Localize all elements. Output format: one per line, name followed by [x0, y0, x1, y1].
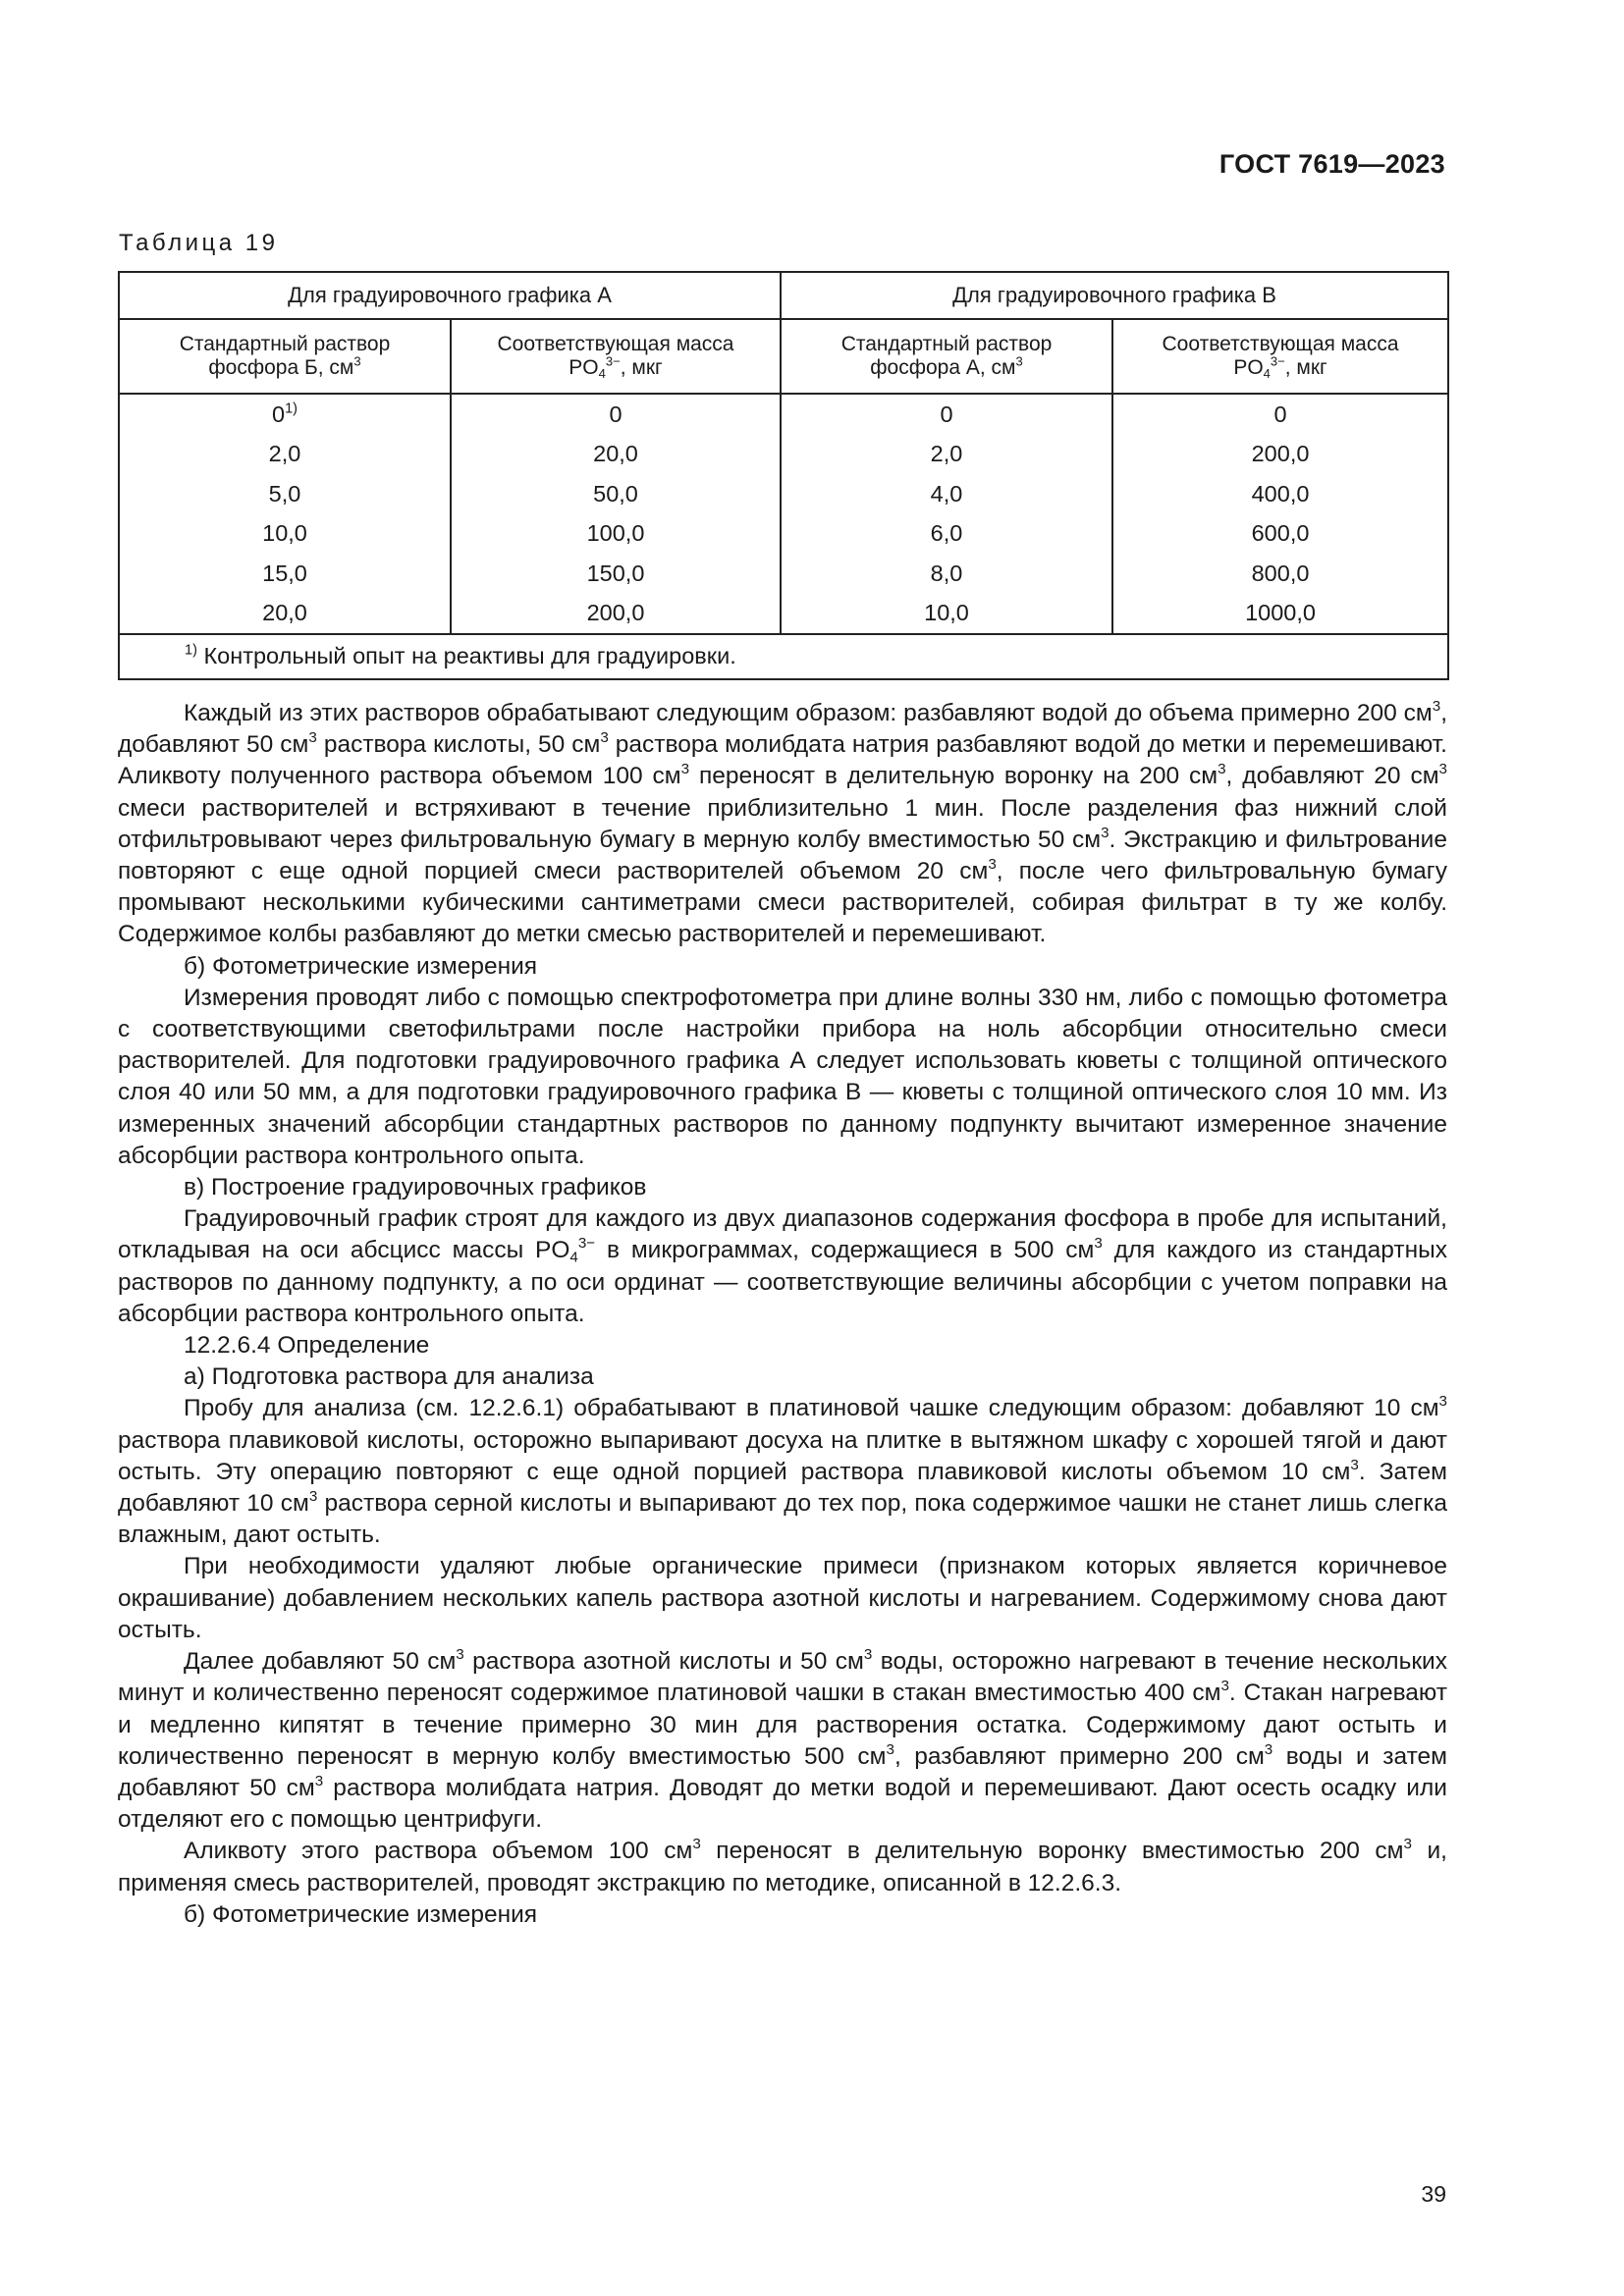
- table-cell: [119, 594, 451, 635]
- page-number: 39: [1421, 2181, 1446, 2207]
- text-run: раствора кислоты, 50 см: [316, 731, 601, 759]
- cell-value: 6,0: [930, 520, 963, 547]
- cell-value: 0: [271, 400, 286, 427]
- text-run: Каждый из этих растворов обрабатывают следующим образом: разбавляют водой до объема примерно 200 см: [184, 700, 1433, 726]
- paragraph: [118, 1172, 1447, 1203]
- text-run: переносят в делительную воронку вместимостью 200 см: [700, 1838, 1404, 1865]
- text-run: Пробу для анализа (см. 12.2.6.1) обрабатывают в платиновой чашке следующим образом: добавляют 10 см: [184, 1395, 1439, 1422]
- table-cell: [781, 594, 1112, 635]
- column-header: [1112, 319, 1448, 394]
- column-header-line1: Соответствующая масса: [497, 332, 734, 355]
- superscript: 3: [1350, 1457, 1359, 1474]
- superscript: 3: [1264, 1740, 1273, 1758]
- footnote-mark: 1): [185, 643, 197, 660]
- paragraph: [118, 698, 1447, 951]
- superscript: 3: [1432, 698, 1441, 716]
- text-run: в микрограммах, содержащиеся в 500 см: [595, 1237, 1095, 1264]
- table-cell: [451, 474, 781, 514]
- cell-value: 8,0: [930, 560, 963, 586]
- table-cell: [451, 594, 781, 635]
- cell-value: 0: [609, 400, 623, 427]
- superscript: 3: [863, 1646, 873, 1664]
- footnote-text: Контрольный опыт на реактивы для градуировки.: [196, 643, 736, 669]
- table-cell: [1112, 435, 1448, 475]
- cell-value: 200,0: [586, 600, 645, 626]
- superscript: 3: [1094, 1235, 1103, 1253]
- text-run: для каждого из стандартных растворов по данному подпункту, а по оси ординат — соответствующие величины абсорбции с учетом поправки на абсорбции раствора контрольного опыта.: [118, 1237, 1448, 1327]
- text-run: раствора молибдата натрия. Доводят до метки водой и перемешивают. Дают осесть осадку или отделяют его с помощью центрифуги.: [118, 1774, 1447, 1834]
- text-run: . Стакан нагревают и медленно кипятят в течение примерно 30 мин для растворения остатка. Содержимому дают остыть и количественно переносят в мерную колбу вместимостью 500 см: [118, 1680, 1447, 1770]
- paragraph: [118, 1330, 1447, 1362]
- table-row: [119, 435, 1448, 475]
- superscript: 3: [988, 856, 997, 874]
- table-cell: [781, 435, 1112, 475]
- text-run: смеси растворителей и встряхивают в течение приблизительно 1 мин. После разделения фаз нижний слой отфильтровывают через фильтровальную бумагу в мерную колбу вместимостью 50 см: [118, 794, 1447, 853]
- table-cell: [1112, 594, 1448, 635]
- superscript: 3: [456, 1646, 464, 1664]
- text-run: . Затем добавляют 10 см: [118, 1458, 1447, 1518]
- column-header-line2: PO: [1233, 356, 1264, 379]
- superscript: 3: [308, 1488, 318, 1506]
- cell-value: 20,0: [593, 441, 638, 467]
- paragraph: [118, 1836, 1447, 1898]
- column-header-superscript: 3−: [1270, 353, 1285, 369]
- cell-value: 600,0: [1251, 520, 1310, 547]
- superscript: 3: [1403, 1836, 1412, 1853]
- column-header-row: [119, 319, 1448, 394]
- text-run: раствора молибдата натрия разбавляют водой до метки и перемешивают. Аликвоту полученного раствора объемом 100 см: [118, 731, 1447, 790]
- table-cell: [451, 514, 781, 555]
- table-row: [119, 554, 1448, 594]
- subscript: 4: [569, 1250, 578, 1266]
- paragraph: [118, 1393, 1447, 1551]
- column-header-superscript: 3: [353, 353, 361, 369]
- superscript: 3: [600, 729, 609, 747]
- text-run: , добавляют 20 см: [1225, 763, 1439, 790]
- table-cell: [781, 554, 1112, 594]
- text-run: , добавляют 50 см: [118, 700, 1447, 759]
- table-row: [119, 394, 1448, 435]
- table-cell: [119, 554, 451, 594]
- text-run: воды, осторожно нагревают в течение нескольких минут и количественно переносят содержимое платиновой чашки в стакан вместимостью 400 см: [118, 1648, 1447, 1707]
- column-header-unit: , мкг: [1284, 356, 1327, 379]
- cell-value: 10,0: [924, 600, 969, 626]
- paragraph: [118, 951, 1447, 983]
- paragraph: [118, 1203, 1447, 1330]
- column-header: [781, 319, 1112, 394]
- cell-value: 150,0: [586, 560, 645, 586]
- superscript: 3: [314, 1773, 324, 1790]
- cell-value: 15,0: [262, 560, 307, 586]
- superscript: 3: [1220, 1678, 1229, 1695]
- cell-value: 50,0: [593, 480, 638, 507]
- cell-value: 4,0: [930, 480, 963, 507]
- calibration-table: [118, 271, 1449, 680]
- table-cell: [781, 394, 1112, 435]
- footnote-mark: 1): [285, 400, 298, 417]
- text-run: и, применяя смесь растворителей, проводят экстракцию по методике, описанной в 12.2.6.3.: [118, 1838, 1447, 1896]
- text-run: раствора азотной кислоты и 50 см: [463, 1648, 864, 1676]
- standard-designation: ГОСТ 7619—2023: [1218, 149, 1445, 179]
- superscript: 3: [1438, 1393, 1447, 1411]
- cell-value: 800,0: [1251, 560, 1310, 586]
- body-text: [118, 698, 1447, 1931]
- table-cell: [451, 435, 781, 475]
- table-cell: [1112, 394, 1448, 435]
- column-header-line2: фосфора Б, см: [208, 356, 354, 379]
- column-header-line1: Стандартный раствор: [840, 332, 1053, 355]
- text-run: 12.2.6.4 Определение: [184, 1332, 430, 1360]
- superscript: 3: [886, 1740, 894, 1758]
- column-header-line2: PO: [568, 356, 599, 379]
- text-run: Градуировочный график строят для каждого из двух диапазонов содержания фосфора в пробе для испытаний, откладывая на оси абсцисс массы PO: [118, 1205, 1447, 1264]
- table-cell: [1112, 474, 1448, 514]
- cell-value: 2,0: [930, 441, 963, 467]
- superscript: 3−: [577, 1235, 596, 1253]
- table-cell: [119, 394, 451, 435]
- cell-value: 100,0: [586, 520, 645, 547]
- text-run: переносят в делительную воронку на 200 см: [689, 763, 1218, 790]
- text-run: воды и затем добавляют 50 см: [118, 1742, 1447, 1801]
- cell-value: 5,0: [268, 480, 301, 507]
- column-header-subscript: 4: [598, 365, 606, 381]
- cell-value: 2,0: [268, 441, 301, 467]
- text-run: раствора плавиковой кислоты, осторожно выпаривают досуха на плитке в вытяжном шкафу с хорошей тягой и дают остыть. Эту операцию повторяют с еще одной порцией раствора плавиковой кислоты объемом 10 см: [118, 1426, 1447, 1485]
- cell-value: 400,0: [1251, 480, 1310, 507]
- table-footnote-row: [119, 634, 1448, 679]
- cell-value: 10,0: [262, 520, 307, 547]
- text-run: б) Фотометрические измерения: [184, 952, 538, 980]
- text-run: в) Построение градуировочных графиков: [184, 1174, 647, 1201]
- text-run: раствора серной кислоты и выпаривают до тех пор, пока содержимое чашки не станет лишь слегка влажным, дают остыть.: [118, 1490, 1447, 1549]
- cell-value: 1000,0: [1245, 600, 1316, 626]
- table-row: [119, 514, 1448, 555]
- text-run: Измерения проводят либо с помощью спектрофотометра при длине волны 330 нм, либо с помощью фотометра с соответствующими светофильтрами после настройки прибора на ноль абсорбции относительно смеси растворителей. Для подготовки градуировочного графика А следует использовать кюветы с толщиной оптического слоя 40 или 50 мм, а для подготовки градуировочного графика В — кюветы с толщиной оптического слоя 10 мм. Из измеренных значений абсорбции стандартных растворов по данному подпункту вычитают измеренное значение абсорбции раствора контрольного опыта.: [118, 984, 1447, 1169]
- column-header-superscript: 3: [1015, 353, 1023, 369]
- column-header-line2: фосфора А, см: [870, 356, 1016, 379]
- group-header-row: [119, 272, 1448, 319]
- table-cell: [119, 435, 451, 475]
- text-run: Далее добавляют 50 см: [184, 1648, 457, 1676]
- paragraph: [118, 983, 1447, 1172]
- table-cell: [1112, 554, 1448, 594]
- paragraph: [118, 1551, 1447, 1646]
- column-header-subscript: 4: [1263, 365, 1271, 381]
- text-run: , после чего фильтровальную бумагу промывают несколькими кубическими сантиметрами смеси растворителей, собирая фильтрат в ту же колбу. Содержимое колбы разбавляют до метки смесью растворителей и перемешивают.: [118, 858, 1447, 948]
- group-header: Для градуировочного графика В: [781, 272, 1448, 319]
- cell-value: 20,0: [262, 600, 307, 626]
- superscript: 3: [680, 761, 690, 778]
- text-run: Аликвоту этого раствора объемом 100 см: [184, 1838, 693, 1865]
- table-cell: [781, 474, 1112, 514]
- paragraph: [118, 1362, 1447, 1393]
- table-cell: [1112, 514, 1448, 555]
- paragraph: [118, 1646, 1447, 1836]
- superscript: 3: [1438, 761, 1447, 778]
- cell-value: 0: [940, 400, 953, 427]
- text-run: а) Подготовка раствора для анализа: [184, 1363, 594, 1391]
- superscript: 3: [692, 1836, 701, 1853]
- table-cell: [119, 514, 451, 555]
- column-header-superscript: 3−: [605, 353, 621, 369]
- table-cell: [119, 474, 451, 514]
- table-row: [119, 594, 1448, 635]
- column-header-line1: Стандартный раствор: [179, 332, 391, 355]
- column-header-unit: , мкг: [620, 356, 663, 379]
- superscript: 3: [308, 729, 317, 747]
- text-run: . Экстракцию и фильтрование повторяют с еще одной порцией смеси растворителей объемом 20 см: [118, 826, 1447, 885]
- table-cell: [781, 514, 1112, 555]
- table-caption: Таблица 19: [119, 230, 279, 256]
- superscript: 3: [1218, 761, 1226, 778]
- text-run: При необходимости удаляют любые органические примеси (признаком которых является коричневое окрашивание) добавлением нескольких капель раствора азотной кислоты и нагреванием. Содержимому снова дают остыть.: [118, 1553, 1447, 1643]
- table-cell: [451, 394, 781, 435]
- column-header: [451, 319, 781, 394]
- column-header-line1: Соответствующая масса: [1162, 332, 1399, 355]
- superscript: 3: [1101, 824, 1110, 841]
- cell-value: 200,0: [1251, 441, 1310, 467]
- cell-value: 0: [1273, 400, 1287, 427]
- table-cell: [451, 554, 781, 594]
- text-run: , разбавляют примерно 200 см: [893, 1742, 1265, 1770]
- table-footnote: [119, 634, 1448, 679]
- group-header: Для градуировочного графика А: [119, 272, 781, 319]
- table-row: [119, 474, 1448, 514]
- paragraph: [118, 1899, 1447, 1931]
- column-header: [119, 319, 451, 394]
- text-run: б) Фотометрические измерения: [184, 1900, 538, 1928]
